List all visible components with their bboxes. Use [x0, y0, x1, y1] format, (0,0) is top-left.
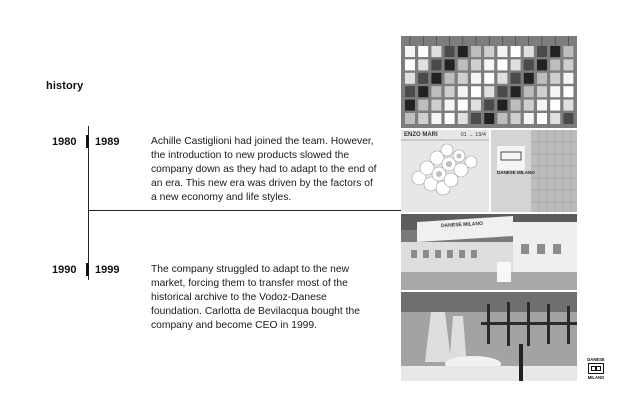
photo-collage	[401, 36, 577, 381]
exhibit-dates: 01 → 19/4	[460, 132, 486, 138]
section-title: history	[46, 80, 84, 92]
photo-wall-sign	[491, 130, 577, 212]
logo-line-1: DANESE	[587, 357, 605, 362]
entry-2-year-end: 1999	[95, 264, 120, 276]
entry-1-year-start: 1980	[52, 136, 77, 148]
logo-line-2: MILANO	[587, 375, 605, 380]
photo-poster-wall	[401, 36, 577, 128]
photo-exhibition-poster	[401, 130, 489, 212]
entry-1-description: Achille Castiglioni had joined the team. However, the introduction to new products slowed the company down as they had to adapt to the end of an era. This new era was driven by the factors of a new economy and life styles.	[151, 136, 377, 203]
photo-exhibition-booth	[401, 214, 577, 290]
entry-2-description: The company struggled to adapt to the new market, forcing them to transfer most of the historical archive to the Vodoz-Danese foundation. Carlotta de Bevilacqua bought the company and become CEO in 1999.	[151, 264, 360, 331]
wall-sign-text: DANESE MILANO	[497, 170, 535, 175]
entry-1-marker	[86, 135, 89, 148]
entry-2-year-start: 1990	[52, 264, 77, 276]
logo-mark-icon	[588, 363, 604, 374]
booth-sign-text: DANESE MILANO	[440, 220, 484, 230]
entry-2-marker	[86, 263, 89, 276]
exhibit-title: ENZO MARI	[404, 132, 438, 138]
danese-milano-logo	[583, 357, 609, 380]
photo-glass-objects	[401, 292, 577, 381]
entry-1-year-end: 1989	[95, 136, 120, 148]
